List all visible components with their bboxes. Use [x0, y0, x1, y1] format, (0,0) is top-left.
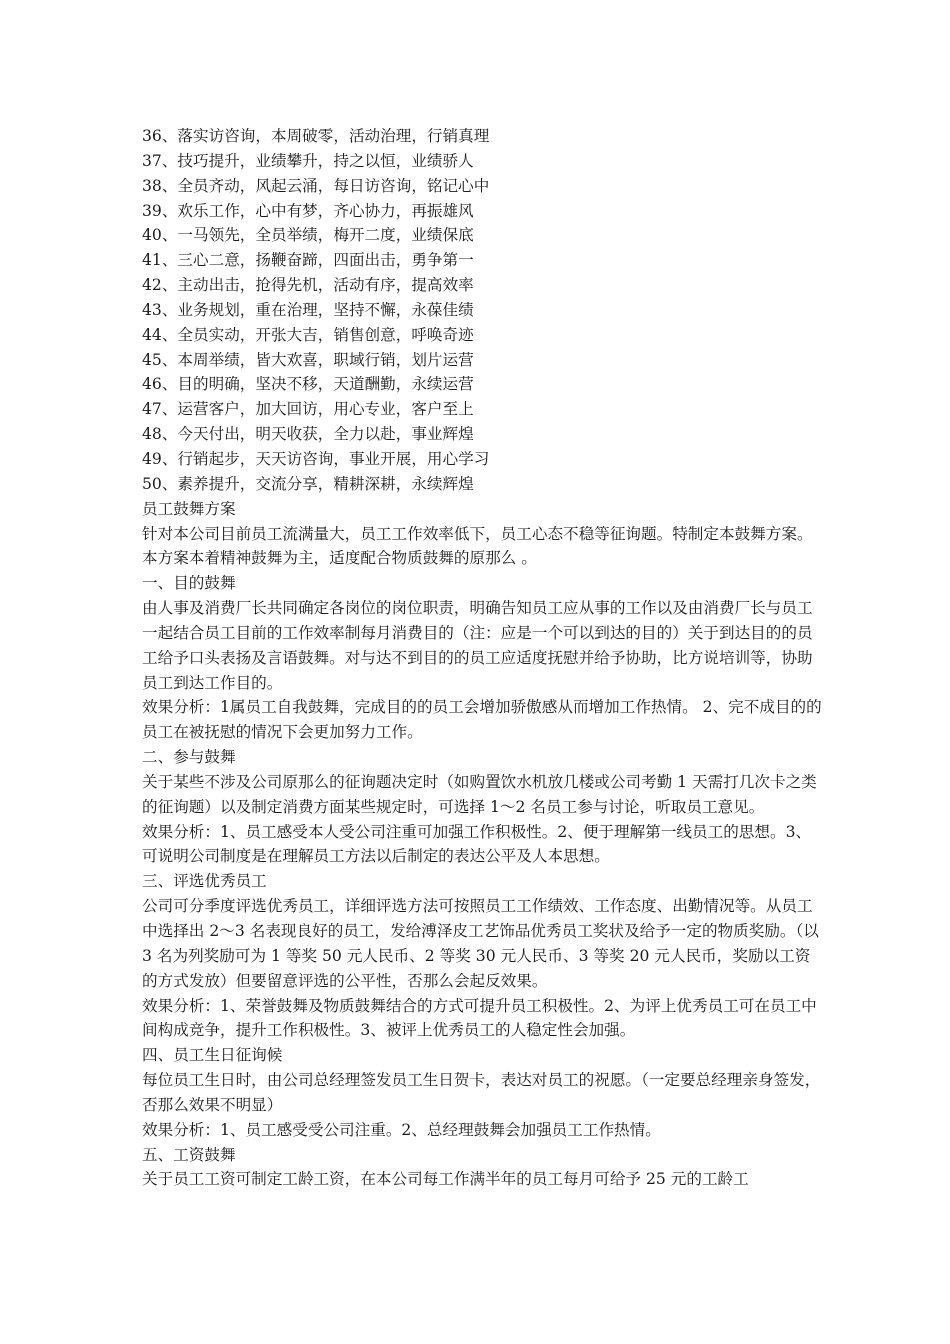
slogan-line: 37、技巧提升，业绩攀升，持之以恒，业绩骄人: [142, 151, 474, 170]
slogan-line: 41、三心二意，扬鞭奋蹄，四面出击，勇争第一: [142, 251, 474, 270]
slogan-line: 50、素养提升，交流分享，精耕深耕，永续辉煌: [142, 474, 474, 493]
slogan-line: 42、主动出击，抢得先机，活动有序，提高效率: [142, 276, 474, 295]
slogan-line: 39、欢乐工作，心中有梦，齐心协力，再振雄风: [142, 201, 474, 220]
paragraph: 公司可分季度评选优秀员工，详细评选方法可按照员工工作绩效、工作态度、出勤情况等。从员工中选择出 2～3 名表现良好的员工，发给溥泽皮工艺饰品优秀员工奖状及给予一定的物质奖励。（以 3 名为列奖励可为 1 等奖 50 元人民币、2 等奖 30 元人民币、3 等奖 20 元人民币，奖励以工资的方式发放）但要留意评选的公平性，否那么会起反效果。: [142, 897, 819, 990]
slogan-line: 36、落实访咨询，本周破零，活动治理，行销真理: [142, 127, 490, 145]
slogan-line: 43、业务规划，重在治理，坚持不懈，永葆佳绩: [142, 300, 474, 319]
slogan-line: 40、一马领先，全员举绩，梅开二度，业绩保底: [142, 226, 474, 245]
section-heading: 四、员工生日征询候: [142, 1046, 283, 1065]
paragraph: 关于某些不涉及公司原那么的征询题决定时（如购置饮水机放几楼或公司考勤 1 天需打几次卡之类的征询题）以及制定消费方面某些规定时，可选择 1～2 名员工参与讨论，听取员工意见。: [142, 772, 817, 816]
section-heading: 一、目的鼓舞: [142, 574, 236, 593]
section-title: 员工鼓舞方案: [142, 499, 236, 518]
slogan-line: 49、行销起步，天天访咨询，事业开展，用心学习: [142, 449, 490, 468]
slogan-line: 45、本周举绩，皆大欢喜，职域行销，划片运营: [142, 350, 474, 369]
slogan-line: 47、运营客户，加大回访，用心专业，客户至上: [142, 400, 474, 419]
slogan-line: 48、今天付出，明天收获，全力以赴，事业辉煌: [142, 425, 474, 444]
effect-analysis: 效果分析：1属员工自我鼓舞，完成目的的员工会增加骄傲感从而增加工作热情。 2、完不成目的的员工在被抚慰的情况下会更加努力工作。: [142, 698, 822, 742]
paragraph: 关于员工工资可制定工龄工资，在本公司每工作满半年的员工每月可给予 25 元的工龄工: [142, 1170, 749, 1189]
section-heading: 二、参与鼓舞: [142, 748, 236, 767]
slogan-line: 44、全员实动，开张大吉，销售创意，呼唤奇迹: [142, 325, 474, 344]
document-body: [142, 124, 822, 1192]
section-heading: 五、工资鼓舞: [142, 1145, 236, 1164]
effect-analysis: 效果分析：1、荣誉鼓舞及物质鼓舞结合的方式可提升员工积极性。2、为评上优秀员工可在员工中间构成竞争，提升工作积极性。3、被评上优秀员工的人稳定性会加强。: [142, 996, 817, 1040]
paragraph: 每位员工生日时，由公司总经理签发员工生日贺卡，表达对员工的祝愿。（一定要总经理亲身签发，否那么效果不明显）: [142, 1071, 821, 1114]
effect-analysis: 效果分析：1、员工感受受公司注重。2、总经理鼓舞会加强员工工作热情。: [142, 1120, 661, 1139]
intro-paragraph: 针对本公司目前员工流满量大，员工工作效率低下，员工心态不稳等征询题。特制定本鼓舞方案。本方案本着精神鼓舞为主，适度配合物质鼓舞的原那么 。: [142, 524, 813, 568]
section-heading: 三、评选优秀员工: [142, 872, 267, 891]
slogan-line: 38、全员齐动，风起云涌，每日访咨询，铭记心中: [142, 176, 490, 195]
paragraph: 由人事及消费厂长共同确定各岗位的岗位职责，明确告知员工应从事的工作以及由消费厂长与员工一起结合员工目前的工作效率制每月消费目的（注：应是一个可以到达的目的）关于到达目的的员工给予口头表扬及言语鼓舞。对与达不到目的的员工应适度抚慰并给予协助，比方说培训等，协助员工到达工作目的。: [142, 599, 813, 692]
effect-analysis: 效果分析：1、员工感受本人受公司注重可加强工作积极性。2、便于理解第一线员工的思想。3、可说明公司制度是在理解员工方法以后制定的表达公平及人本思想。: [142, 822, 812, 866]
slogan-line: 46、目的明确，坚决不移，天道酬勤，永续运营: [142, 375, 474, 394]
